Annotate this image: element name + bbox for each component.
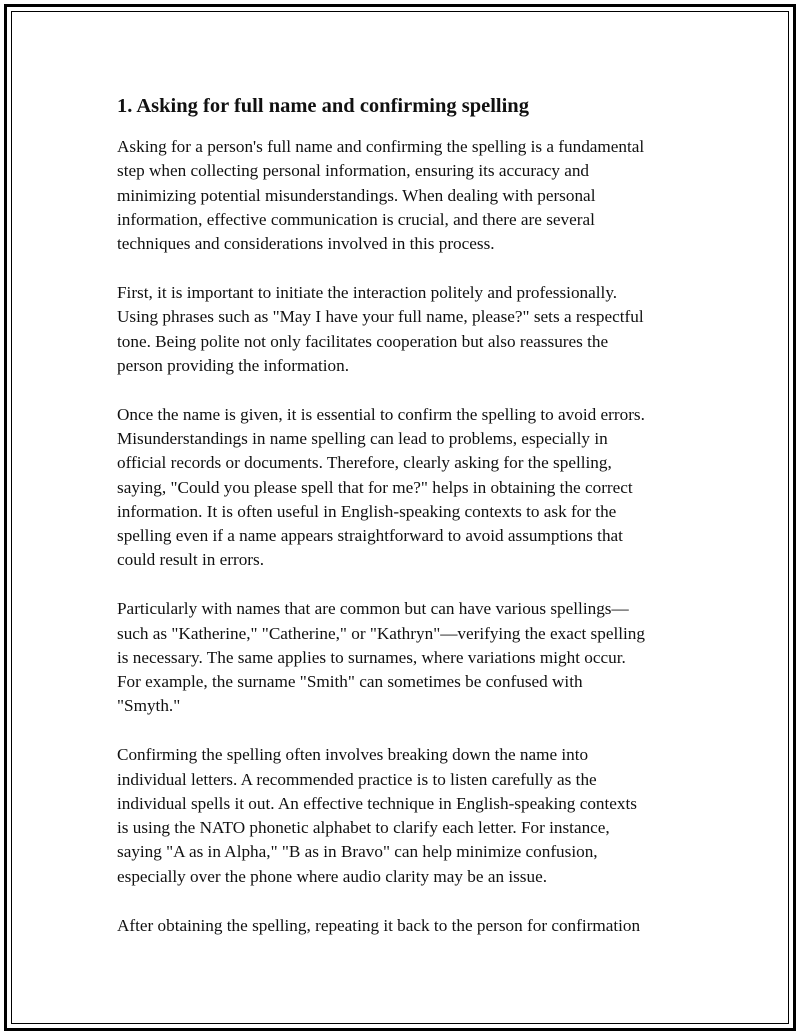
text-line: person providing the information. <box>117 355 349 375</box>
text-line: For example, the surname "Smith" can sometimes be confused with <box>117 672 583 692</box>
document-body <box>117 93 692 962</box>
text-line: could result in errors. <box>117 550 265 570</box>
text-line: step when collecting personal information, ensuring its accuracy and <box>117 161 590 181</box>
text-line: "Smyth." <box>117 696 181 716</box>
section-heading: 1. Asking for full name and confirming spelling <box>117 95 529 117</box>
text-line: Asking for a person's full name and confirming the spelling is a fundamental <box>117 137 645 156</box>
paragraph <box>117 597 692 718</box>
text-line: tone. Being polite not only facilitates cooperation but also reassures the <box>117 331 609 351</box>
text-line: techniques and considerations involved in this process. <box>117 234 495 254</box>
text-line: official records or documents. Therefore, clearly asking for the spelling, <box>117 453 612 473</box>
text-line: is necessary. The same applies to surnames, where variations might occur. <box>117 647 626 667</box>
paragraph <box>117 743 692 889</box>
text-line: individual spells it out. An effective technique in English-speaking contexts <box>117 793 637 813</box>
text-line: information. It is often useful in English-speaking contexts to ask for the <box>117 501 617 521</box>
paragraph <box>117 281 692 378</box>
text-line: First, it is important to initiate the interaction politely and professionally. <box>117 282 618 302</box>
text-line: especially over the phone where audio clarity may be an issue. <box>117 866 548 886</box>
text-line: Misunderstandings in name spelling can lead to problems, especially in <box>117 428 608 448</box>
paragraph-list <box>117 135 692 938</box>
page-frame <box>4 4 796 1031</box>
text-line: Particularly with names that are common but can have various spellings— <box>117 599 629 619</box>
text-line: Once the name is given, it is essential to confirm the spelling to avoid errors. <box>117 404 645 424</box>
text-line: is using the NATO phonetic alphabet to clarify each letter. For instance, <box>117 818 610 838</box>
text-line: Confirming the spelling often involves breaking down the name into <box>117 745 589 765</box>
text-line: After obtaining the spelling, repeating it back to the person for confirmation <box>117 915 641 935</box>
text-line: minimizing potential misunderstandings. When dealing with personal <box>117 185 596 205</box>
text-line: information, effective communication is crucial, and there are several <box>117 209 595 229</box>
text-line: saying "A as in Alpha," "B as in Bravo" can help minimize confusion, <box>117 842 598 862</box>
paragraph <box>117 403 692 573</box>
paragraph <box>117 914 692 938</box>
text-line: such as "Katherine," "Catherine," or "Kathryn"—verifying the exact spelling <box>117 623 645 643</box>
text-line: saying, "Could you please spell that for me?" helps in obtaining the correct <box>117 477 633 497</box>
text-line: spelling even if a name appears straightforward to avoid assumptions that <box>117 526 623 546</box>
paragraph <box>117 135 692 256</box>
text-line: Using phrases such as "May I have your full name, please?" sets a respectful <box>117 307 644 327</box>
text-line: individual letters. A recommended practice is to listen carefully as the <box>117 769 597 789</box>
